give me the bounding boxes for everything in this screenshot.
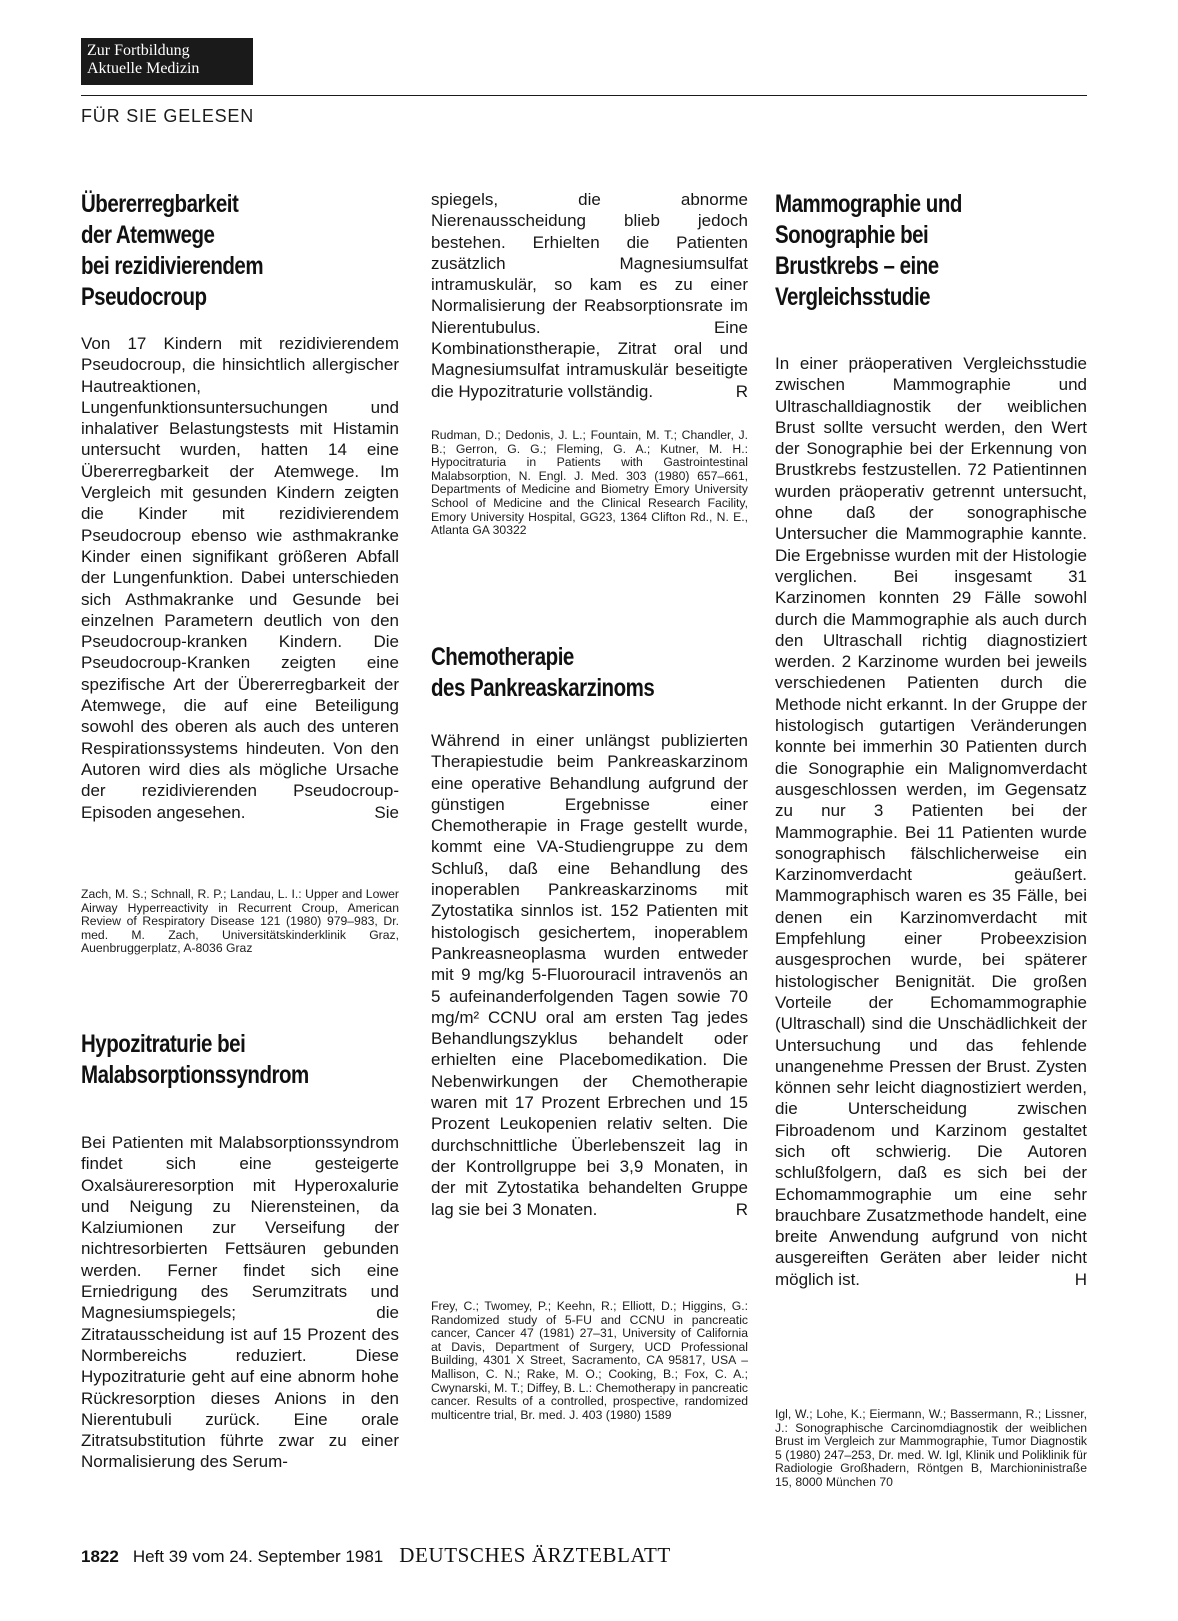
- rubric-line-1: Zur Fortbildung: [87, 42, 190, 59]
- author-signature: R: [735, 1199, 748, 1219]
- title-line: des Pankreaskarzinoms: [431, 674, 655, 702]
- title-line: Hypozitraturie bei: [81, 1030, 246, 1058]
- title-line: Vergleichsstudie: [775, 283, 931, 311]
- title-line: der Atemwege: [81, 221, 215, 249]
- reference-mammographie: Igl, W.; Lohe, K.; Eiermann, W.; Bassermann, R.; Lissner, J.: Sonographische Carcinomdiagnostik der weiblichen Brust im Vergleich zur Mammographie, Tumor Diagnostik 5 (1980) 247–253, Dr. med. W. Igl, Klinik und Poliklinik für Radiologie Großhadern, Röntgen B, Marchioninistraße 15, 8000 München 70: [775, 1407, 1087, 1489]
- page-number: 1822: [81, 1547, 119, 1566]
- title-line: Mammographie und: [775, 190, 962, 218]
- article-body-pseudocroup: [81, 333, 399, 823]
- title-line: Brustkrebs – eine: [775, 252, 939, 280]
- title-line: Übererregbarkeit: [81, 190, 239, 218]
- article-text: spiegels, die abnorme Nierenausscheidung blieb jedoch bestehen. Erhielten die Patienten zusätzlich Magnesiumsulfat intramuskulär, so kam es zu einer Normalisierung der Reabsorptionsrate im Nierentubulus. Eine Kombinationstherapie, Zitrat oral und Magnesiumsulfat intramuskulär beseitigte die Hypozitraturie vollständig.: [431, 190, 748, 401]
- section-label: FÜR SIE GELESEN: [81, 106, 255, 126]
- article-title-hypozitraturie: [81, 1029, 342, 1091]
- journal-name: DEUTSCHES ÄRZTEBLATT: [399, 1543, 671, 1567]
- title-line: Malabsorptionssyndrom: [81, 1061, 309, 1089]
- article-title-mammographie: [775, 189, 1031, 313]
- article-body-hypozitraturie-part2: [431, 189, 748, 402]
- issue-info: Heft 39 vom 24. September 1981: [132, 1547, 384, 1566]
- title-line: bei rezidivierendem: [81, 252, 264, 280]
- article-text: In einer präoperativen Vergleichsstudie zwischen Mammographie und Ultraschalldiagnostik der weiblichen Brust sollte versucht werden, den Wert der Sonographie bei der Erkennung von Brustkrebs festzustellen. 72 Patientinnen wurden präoperativ getrennt untersucht, ohne daß der sonographische Untersucher die Mammographie kannte. Die Ergebnisse wurden mit der Histologie verglichen. Bei insgesamt 31 Karzinomen konnten 29 Fälle sowohl durch die Mammographie als auch durch den Ultraschall richtig diagnostiziert werden. 2 Karzinome wurden bei jeweils verschiedenen Patienten durch die Methode nicht erkannt. In der Gruppe der histologisch gutartigen Veränderungen konnte bei immerhin 30 Patienten durch die Sonographie ein Malignomverdacht ausgeschlossen werden, im Gegensatz zu nur 3 Patienten bei der Mammographie. Bei 11 Patienten wurde sonographisch fälschlicherweise ein Karzinomverdacht geäußert. Mammographisch waren es 35 Fälle, bei denen ein Karzinomverdacht mit Empfehlung einer Probeexzision ausgesprochen wurde, bei späterer histologischer Benignität. Die großen Vorteile der Echomammographie (Ultraschall) sind die Unschädlichkeit der Untersuchung und das fehlende unangenehme Pressen der Brust. Zysten können sehr leicht diagnostiziert werden, die Unterscheidung zwischen Fibroadenom und Karzinom gestaltet sich oft schwierig. Die Autoren schlußfolgern, daß es sich bei der Echomammographie um eine sehr brauchbare Zusatzmethode handelt, eine breite Anwendung aufgrund von nicht ausgereiften Geräten aber leider nicht möglich ist.: [775, 354, 1087, 1289]
- reference-pseudocroup: Zach, M. S.; Schnall, R. P.; Landau, L. I.: Upper and Lower Airway Hyperreactivity in Recurrent Croup, American Review of Respiratory Disease 121 (1980) 979–983, Dr. med. M. Zach, Universitätskinderklinik Graz, Auenbruggerplatz, A-8036 Graz: [81, 887, 399, 956]
- title-line: Chemotherapie: [431, 643, 574, 671]
- rubric-box: [81, 38, 253, 85]
- rubric-line-2: Aktuelle Medizin: [87, 60, 200, 77]
- author-signature: R: [735, 381, 748, 401]
- article-body-hypozitraturie-part1: Bei Patienten mit Malabsorptionssyndrom findet sich eine gesteigerte Oxalsäureresorption mit Hyperoxalurie und Neigung zu Nierensteinen, da Kalziumionen zur Verseifung der nichtresorbierten Fettsäuren gebunden werden. Ferner findet sich eine Erniedrigung des Serumzitrats und Magnesiumspiegels; die Zitratausscheidung ist auf 15 Prozent des Normbereichs reduziert. Diese Hypozitraturie geht auf eine abnorm hohe Rückresorption dieses Anions in den Nierentubuli zurück. Eine orale Zitratsubstitution führte zwar zu einer Normalisierung des Serum-: [81, 1133, 399, 1472]
- article-title-chemotherapie: [431, 642, 691, 704]
- article-text: Von 17 Kindern mit rezidivierendem Pseudocroup, die hinsichtlich allergischer Hautreaktionen, Lungenfunktionsuntersuchungen und inhalativer Belastungstests mit Histamin untersucht wurden, hatten 14 eine Übererregbarkeit der Atemwege. Im Vergleich mit gesunden Kindern zeigten die Kinder mit rezidivierendem Pseudocroup ebenso wie asthmakranke Kinder einen signifikant größeren Abfall der Lungenfunktion. Dabei unterschieden sich Asthmakranke und Gesunde bei einzelnen Parametern deutlich von den Pseudocroup-kranken Kindern. Die Pseudocroup-Kranken zeigten eine spezifische Art der Übererregbarkeit der Atemwege, die auf eine Beteiligung sowohl des oberen als auch des unteren Respirationssystems hindeuten. Von den Autoren wird dies als mögliche Ursache der rezidivierenden Pseudocroup-Episoden angesehen.: [81, 334, 399, 822]
- article-title-pseudocroup: [81, 189, 342, 313]
- author-signature: H: [1074, 1269, 1087, 1289]
- title-line: Pseudocroup: [81, 283, 207, 311]
- article-body-chemotherapie: [431, 730, 748, 1220]
- reference-hypozitraturie: Rudman, D.; Dedonis, J. L.; Fountain, M. T.; Chandler, J. B.; Gerron, G. G.; Fleming, G. A.; Kutner, M. H.: Hypocitraturia in Patients with Gastrointestinal Malabsorption, N. Engl. J. Med. 303 (1980) 657–661, Departments of Medicine and Biometry Emory University School of Medicine and the Clinical Research Facility, Emory University Hospital, GG23, 1364 Clifton Rd., N. E., Atlanta GA 30322: [431, 428, 748, 538]
- article-text: Während in einer unlängst publizierten Therapiestudie beim Pankreaskarzinom eine operative Behandlung aufgrund der günstigen Ergebnisse einer Chemotherapie in Frage gestellt wurde, kommt eine VA-Studiengruppe zu dem Schluß, daß eine Behandlung des inoperablen Pankreaskarzinoms mit Zytostatika sinnlos ist. 152 Patienten mit histologisch gesichertem, inoperablem Pankreasneoplasma wurden entweder mit 9 mg/kg 5-Fluorouracil intravenös an 5 aufeinanderfolgenden Tagen sowie 70 mg/m² CCNU oral am ersten Tag jedes Behandlungszyklus behandelt oder erhielten eine Placebomedikation. Die Nebenwirkungen der Chemotherapie waren mit 17 Prozent Erbrechen und 15 Prozent Leukopenien relativ selten. Die durchschnittliche Überlebenszeit lag in der Kontrollgruppe bei 3,9 Monaten, in der mit Zytostatika behandelten Gruppe lag sie bei 3 Monaten.: [431, 731, 748, 1219]
- reference-chemotherapie: Frey, C.; Twomey, P.; Keehn, R.; Elliott, D.; Higgins, G.: Randomized study of 5-FU and CCNU in pancreatic cancer, Cancer 47 (1981) 27–31, University of California at Davis, Department of Surgery, UCD Professional Building, 4301 X Street, Sacramento, CA 95817, USA – Mallison, C. N.; Rake, M. O.; Cooking, B.; Fox, C. A.; Cwynarski, M. T.; Diffey, B. L.: Chemotherapy in pancreatic cancer. Results of a controlled, prospective, randomized multicentre trial, Br. med. J. 403 (1980) 1589: [431, 1299, 748, 1422]
- title-line: Sonographie bei: [775, 221, 929, 249]
- header-rule: [81, 95, 1087, 96]
- article-body-mammographie: [775, 353, 1087, 1290]
- page-footer: [81, 1543, 671, 1568]
- author-signature: Sie: [374, 802, 399, 822]
